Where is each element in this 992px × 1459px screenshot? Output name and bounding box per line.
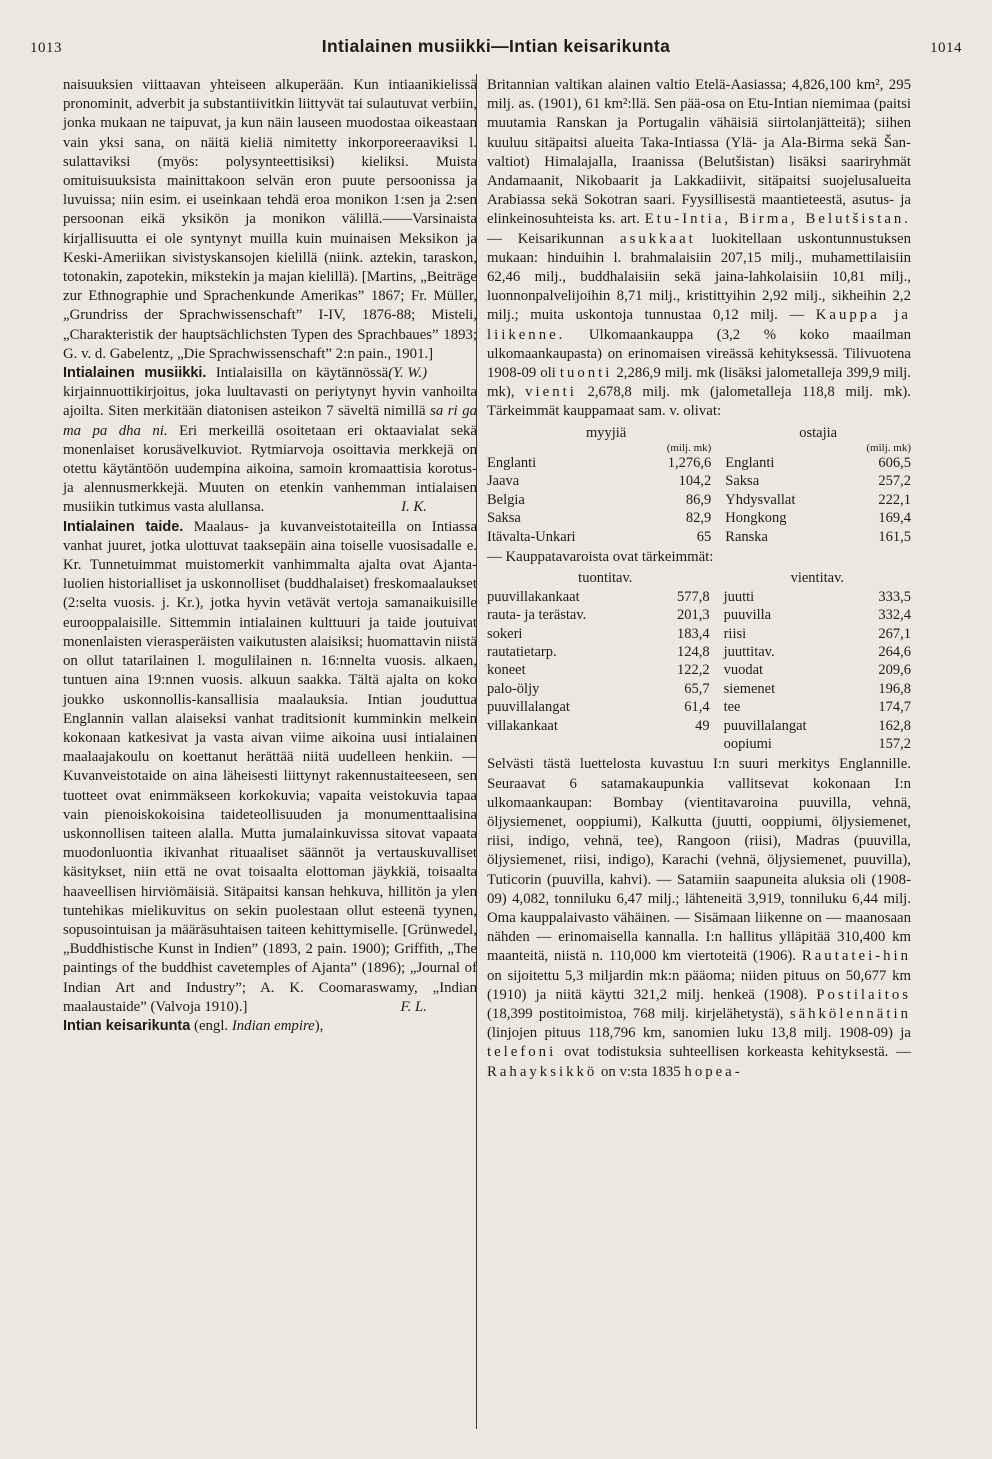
table-row (487, 735, 911, 753)
table-header-export: vientitav. (790, 570, 844, 587)
left-column (63, 76, 477, 1036)
table-cell: koneet (487, 662, 526, 679)
paragraph-text: Intialaisilla on käytännössä kirjainnuottikirjoitus, joka luultavasti on periytynyt hyvin vanhoilta ajoilta. Siten merkitään diatonisen asteikon 7 säveltä nimillä (63, 365, 477, 420)
table-cell: 201,3 (676, 607, 710, 624)
author-signature: (Y. W.) (388, 365, 427, 382)
table-row (487, 717, 911, 735)
spaced-term: Rahayksikkö (487, 1063, 598, 1080)
table-cell: 157,2 (878, 735, 911, 752)
table-row (487, 625, 911, 643)
table-unit: (milj. mk) (666, 442, 712, 455)
spaced-term: asukkaat (620, 230, 696, 247)
spaced-term: sähkölennätin (789, 1006, 911, 1022)
table-cell: rauta- ja terästav. (487, 607, 587, 624)
table-cell: Saksa (725, 473, 760, 490)
table-cell: 65,7 (684, 680, 710, 697)
table-cell: 333,5 (878, 588, 911, 605)
english-term: Indian empire (231, 1017, 315, 1034)
table-cell: Englanti (725, 455, 775, 472)
paragraph-text: (linjojen pituus 118,796 km, sanomien luku 13,8 milj. 1908-09) ja (487, 1025, 911, 1042)
table-cell: 65 (696, 528, 712, 545)
table-cell: palo-öljy (487, 680, 540, 697)
table-cell: sokeri (487, 625, 523, 642)
table-cell: juutti (723, 588, 755, 605)
table-header-sellers: myyjiä (586, 424, 627, 441)
table-cell (487, 735, 648, 753)
table-cell: 162,8 (878, 717, 911, 734)
article-heading: Intialainen musiikki. (63, 365, 207, 382)
table-cell: Englanti (487, 455, 537, 472)
table-cell: 183,4 (676, 625, 710, 642)
table-cell: 49 (695, 717, 710, 734)
paragraph-text: Eri merkeillä osoitetaan eri oktaavialat sekä monenlaiset korusävelkuviot. Rytmiarvoja osoittavia merkkejä on otettu käytäntöön uudempina aikoina, samoin kromaattisia korotus- ja alennusmerkkejä. Muuten on etenkin vanhemman intialaisen musiikin tutkimus vasta alullansa. (63, 422, 478, 516)
spaced-term: telefoni (487, 1044, 557, 1061)
table-cell: 606,5 (878, 455, 911, 472)
paragraph-text: (engl. (194, 1017, 229, 1034)
author-signature: I. K. (401, 499, 427, 516)
spaced-term: Postilaitos (816, 986, 911, 1003)
cross-reference: Etu-Intia, Birma, Belutšistan. (644, 211, 912, 228)
spaced-term: hopea- (684, 1063, 743, 1080)
paragraph-text: ovat todistuksia suhteellisen korkeasta kehityksestä. — (564, 1044, 912, 1061)
paragraph-text: on sijoitettu 5,3 miljardin mk:n pääoma; niiden pituus on 50,677 km (1910) ja niitä käytti 321,2 milj. henkeä (1908). (487, 967, 911, 1003)
table-cell: Saksa (487, 510, 521, 527)
table-cell: Hongkong (725, 510, 787, 527)
table-cell: riisi (723, 625, 747, 642)
table-row (487, 509, 911, 527)
table-cell: Ranska (725, 528, 768, 545)
table-cell: 257,2 (878, 473, 911, 490)
table-cell: Jaava (487, 473, 520, 490)
paragraph-text: Selvästi tästä luettelosta kuvastuu I:n suuri merkitys Englannille. Seuraavat 6 satamakaupunkia vallitsevat kokonaan I:n ulkomaankaupan: Bombay (vientitavaroina puuvilla, vehnä, öljysiemenet, ooppiumi), Kalkutta (juutti, ooppiumi, öljysiemenet, riisi, indigo, vehnä, tee), Rangoon (riisi), Madras (puuvilla, öljysiemenet, riisi, indigo), Karachi (vehnä, öljysiemenet, puuvilla), Tuticorin (puuvilla, kahvi). — Satamiin saapuneita aluksia oli (1908-09) 4,082, tonniluku 6,47 milj.; lähteneitä 3,919, tonniluku 6,44 milj. Oma kauppalaivasto vähäinen. — Sisämaan liikenne on — maanosaan nähden — erinomaisella kannalla. I:n hallitus ylläpitää 310,400 km maanteitä, niistä n. 110,000 km viertoteitä (1906). (487, 756, 911, 965)
table-cell: puuvilla (723, 607, 772, 624)
page-number-left: 1013 (30, 40, 62, 56)
table-cell: 332,4 (878, 607, 911, 624)
table-cell: villakankaat (487, 717, 558, 734)
paragraph-text: ), (314, 1017, 324, 1034)
article-heading: Intian keisarikunta (63, 1017, 191, 1034)
table-cell: 124,8 (676, 643, 710, 660)
trade-goods-table (487, 569, 911, 753)
table-cell: 86,9 (685, 491, 712, 508)
table-cell: 196,8 (878, 680, 911, 697)
table-cell: 267,1 (878, 625, 911, 642)
table-cell: 222,1 (878, 491, 911, 508)
table-cell: Yhdysvallat (725, 491, 796, 508)
table-cell: 122,2 (676, 662, 710, 679)
table-row (487, 472, 911, 490)
table-row (487, 588, 911, 606)
table-cell: rautatietarp. (487, 643, 557, 660)
author-signature: F. L. (400, 998, 427, 1015)
table-cell: Itävalta-Unkari (487, 528, 576, 545)
table-cell: tee (723, 699, 741, 716)
spaced-term: vienti (525, 384, 577, 401)
table-cell: Belgia (487, 491, 525, 508)
table-row (487, 680, 911, 698)
article-intian-keisarikunta-start (63, 1017, 477, 1036)
right-column (487, 76, 911, 1082)
table-cell: puuvillakankaat (487, 588, 580, 605)
paragraph-text: 2,286,9 milj. mk (lisäksi jalometalleja 399,9 milj. mk), (487, 365, 911, 401)
paragraph-text: — Keisarikunnan (487, 230, 605, 247)
table-row (487, 698, 911, 716)
table-cell: oopiumi (723, 735, 772, 752)
table-header-import: tuontitav. (578, 570, 633, 587)
article-intialainen-taide (63, 518, 477, 1017)
table-unit: (milj. mk) (866, 442, 911, 455)
goods-intro: — Kauppatavaroista ovat tärkeimmät: (487, 549, 714, 566)
paragraph-text: (18,399 postitoimistoa, 768 milj. kirjelähetystä), (487, 1006, 784, 1022)
paragraph-text: 2,678,8 milj. mk (jalometalleja 118,8 milj. mk). Tärkeimmät kauppamaat sam. v. olivat: (487, 384, 911, 420)
page-header (30, 36, 962, 62)
table-cell: 169,4 (878, 510, 911, 527)
paragraph-text: Britannian valtikan alainen valtio Etelä-Aasiassa; 4,826,100 km², 295 milj. as. (1901), 61 km²:llä. Sen pää-osa on Etu-Intian niemimaa (paitsi muutamia Ranskan ja Portugalin vähäisiä siirtolanjätteitä); siihen kuuluu sitäpaitsi alueita Taka-Intiassa (Ylä- ja Ala-Birma sekä Šan-valtiot) Himalajalla, Iraanissa (Belutšistan) lisäksi saariryhmät Andamaanit, Nikobaarit ja Lakkadiivit, sitäpaitsi suojelusalueita Arabiassa sekä Sokotran saari. Fyysillisestä maantieteestä, asutus- ja elinkeinosuhteista ks. art. (487, 77, 911, 228)
table-row (487, 454, 911, 472)
table-cell: 82,9 (685, 510, 712, 527)
spaced-term: Rautatei-hin (801, 948, 912, 965)
table-row (487, 606, 911, 624)
table-cell: 61,4 (684, 699, 710, 716)
table-cell: puuvillalangat (487, 699, 570, 716)
note-names: sa ri ga ma pa dha ni. (63, 403, 477, 439)
page-number-right: 1014 (930, 40, 962, 56)
spaced-term: tuonti (559, 365, 613, 382)
spaced-term: Kauppa ja liikenne. (487, 307, 912, 343)
table-cell: 264,6 (878, 643, 911, 660)
table-cell (648, 735, 724, 753)
table-cell: siemenet (723, 680, 776, 697)
table-row (487, 643, 911, 661)
table-cell: 209,6 (878, 662, 911, 679)
table-cell: 104,2 (678, 473, 712, 490)
paragraph-text: naisuuksien viittaavan yhteiseen alkuperään. Kun intiaanikielissä pronominit, adverbit ja substantiivitkin liittyvät tai sulautuvat verbiin, jonka mukaan ne taipuvat, ja kun näin lauseen muodostaa oikeastaan vain yksi sana, on näitä kieliä nimitetty inkorporeeraaviksi l. sulattaviksi (myös: polysynteettisiksi) kieliksi. Muista omituisuuksista mainittakoon selvän eron puute persoonissa ja luvuissa; niin esim. ei useinkaan tehdä eroa monikon 1:sen ja 2:sen persoonan eikä yksikön ja monikon välillä.——Varsinaista kirjallisuutta ei ole syntynyt muilla kuin muinaisen Meksikon ja Keski-Ameriikan sivistyskansojen kielillä (niink. aztekin, taraskon, totonakin, zapotekin, mikstekin ja majan kielillä). [Martins, „Beiträge zur Ethnographie und Sprachenkunde Amerikas” 1867; Fr. Müller, „Grundriss der Sprachwissenschaft” I-IV, 1876-88; Misteli, „Charakteristik der hauptsächlichsten Typen des Sprachbaues” 1893; G. v. d. Gabelentz, „Die Sprachwissenschaft” 2:n pain., 1901.] (63, 77, 477, 362)
table-cell: juuttitav. (723, 643, 775, 660)
article-intialainen-musiikki (63, 364, 477, 518)
table-cell: 161,5 (878, 528, 911, 545)
table-row (487, 661, 911, 679)
paragraph-text: Maalaus- ja kuvanveistotaiteilla on Intiassa vanhat juuret, jotka ulottuvat taaksepäin aina toiselle vuosisadalle e. Kr. Tunnetuimmat muistomerkit vanhimmalta ajalta ovat Ajanta-luolien historialliset ja uskonnolliset (buddhalaiset) freskomaalaukset (2:selta vuosis. j. Kr.), jotka hyvin vetävät vertoja samanaikuisille eurooppalaisille. Sittemmin intialainen kulttuuri ja taide joutuivat monenlaisten vierasperäisten vaikutusten alaisiksi; huomattavin niistä on ollut tatarilainen l. mogulilainen n. 16:nnelta vuosis. alkaen, tuntuen aina 19:nnen vuosis. alkuun saakka. Tältä ajalta on koko joukko uskonnollis-kansallisia maalauksia. Intian jouduttua Englannin vallan alaiseksi vanhat traditsionit kumminkin melkein kokonaan katkesivat ja vasta aivan viime aikoina uusi intialainen maalaajakoulu on koettanut herättää niitä uudelleen henkiin. — Kuvanveistotaide on aina läheisesti liittynyt rakennustaiteeseen, sen tuotteet ovat enimmäkseen korkokuvia; vapaita veistokuvia tapaa vain pienoiskokoisina taideteollisuuden ja monumenttaalisina uskonnollisen taiteen alalla. Mutta jumalainkuvissa sitovat vapaata muodonluontia ikivanhat rituaaliset säännöt ja vertauskuvalliset käsitykset, niin että ne ovat toisaalta elottoman jäykkiä, toisaalta haaveellisen hirviömäisiä. Sitäpaitsi kansan hehkuva, hillitön ja ylen tuntehikas mielikuvitus on sekin puolestaan ollut esteenä tyynen, sopusointuisan ja määräsuhtaisen taiteen kehittymiselle. [Grünwedel, „Buddhistische Kunst in Indien” (1893, 2 pain. 1900); Griffith, „The paintings of the buddhist cavetemples of Ajanta” (1896); „Journal of Indian Art and Industry”; A. K. Coomaraswamy, „Indian maalaustaide” (Valvoja 1910).] (63, 518, 478, 1015)
article-heading: Intialainen taide. (63, 518, 184, 535)
table-cell: 1,276,6 (667, 455, 712, 472)
table-row (487, 491, 911, 509)
paragraph-text: Ulkomaankauppa (3,2 % koko maailman ulkomaankaupasta) on erinomaisen vireässä kehityksessä. Tilivuotena 1908-09 oli (487, 326, 911, 382)
running-title: Intialainen musiikki—Intian keisarikunta (321, 36, 671, 56)
paragraph-trade-liikenne (487, 755, 911, 1081)
table-cell: puuvillalangat (723, 717, 807, 734)
paragraph-text: luokitellaan uskontunnustuksen mukaan: hinduihin l. brahmalaisiin 207,15 milj., muhamettilaisiin 62,46 milj., buddhalaisiin sekä jaina-lahkolaisiin 10,81 milj., luonnonpalvelijoihin 8,71 milj., kristittyihin 2,92 milj., sikheihin 2,2 milj.; muita uskontoja tunnustaa 0,12 milj. — (487, 230, 911, 324)
paragraph-text: on v:sta 1835 (600, 1063, 681, 1080)
table-cell: 577,8 (676, 588, 710, 605)
table-cell: 174,7 (878, 699, 911, 716)
table-header-buyers: ostajia (799, 424, 838, 441)
table-row (487, 528, 911, 546)
trade-partners-table (487, 424, 911, 546)
paragraph-keisarikunta (487, 76, 911, 422)
table-cell: vuodat (723, 662, 764, 679)
